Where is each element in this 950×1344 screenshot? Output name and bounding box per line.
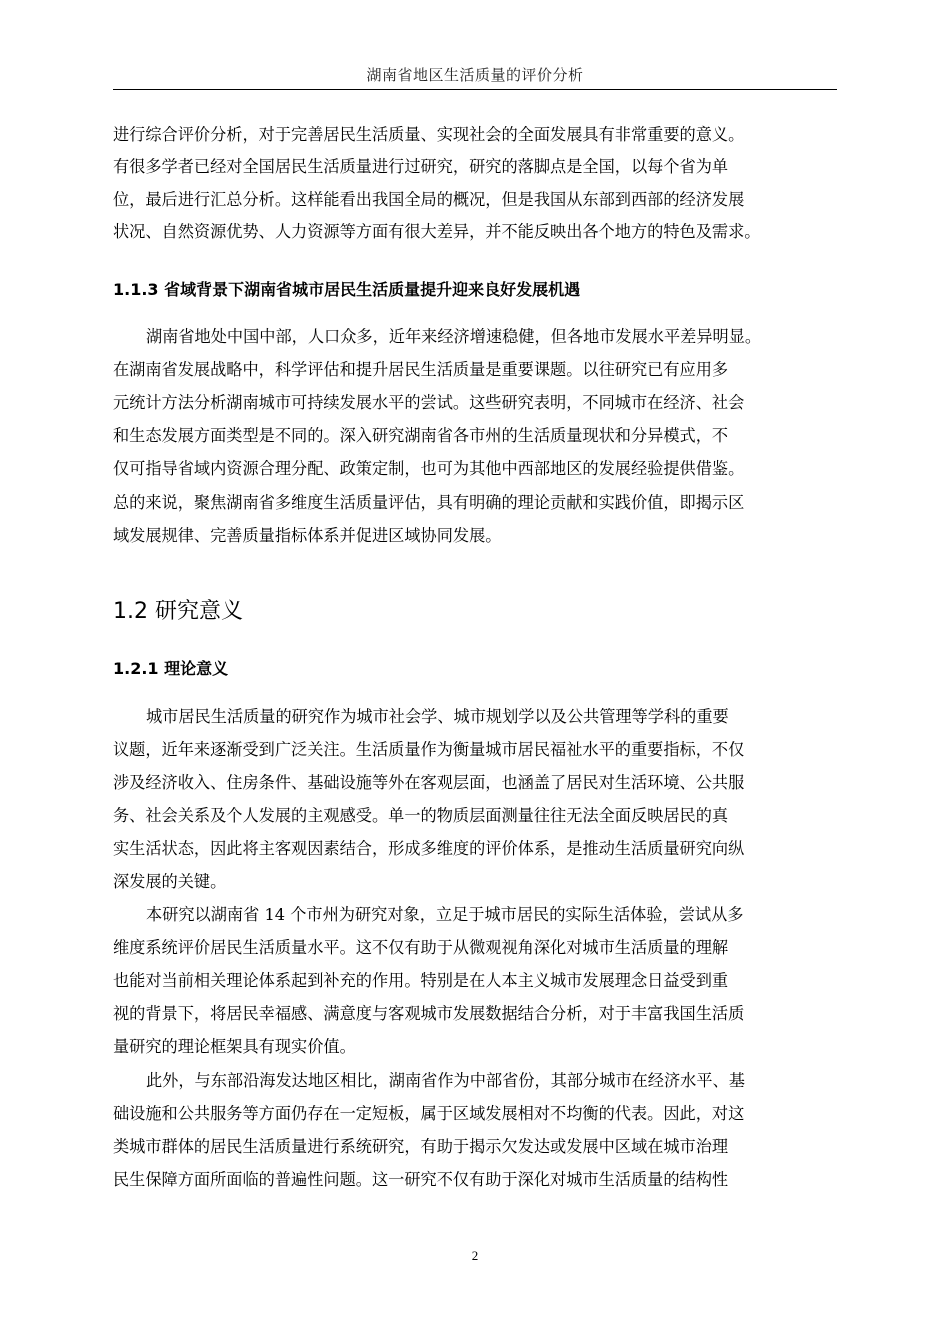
section-heading-1-1-3: 1.1.3 省域背景下湖南省城市居民生活质量提升迎来良好发展机遇 bbox=[113, 280, 581, 299]
paragraph-line: 总的来说，聚焦湖南省多维度生活质量评估，具有明确的理论贡献和实践价值，即揭示区 bbox=[113, 493, 745, 512]
paragraph-line: 在湖南省发展战略中，科学评估和提升居民生活质量是重要课题。以往研究已有应用多 bbox=[113, 360, 729, 379]
paragraph-line: 类城市群体的居民生活质量进行系统研究，有助于揭示欠发达或发展中区域在城市治理 bbox=[113, 1137, 729, 1156]
paragraph-line: 务、社会关系及个人发展的主观感受。单一的物质层面测量往往无法全面反映居民的真 bbox=[113, 806, 729, 825]
page-number: 2 bbox=[471, 1248, 479, 1263]
paragraph-line: 有很多学者已经对全国居民生活质量进行过研究，研究的落脚点是全国，以每个省为单 bbox=[113, 157, 729, 176]
paragraph-line: 视的背景下，将居民幸福感、满意度与客观城市发展数据结合分析，对于丰富我国生活质 bbox=[113, 1004, 745, 1023]
paragraph-line: 域发展规律、完善质量指标体系并促进区域协同发展。 bbox=[113, 526, 502, 545]
paragraph-line: 也能对当前相关理论体系起到补充的作用。特别是在人本主义城市发展理念日益受到重 bbox=[113, 971, 729, 990]
running-header: 湖南省地区生活质量的评价分析 bbox=[366, 66, 584, 84]
paragraph-line: 量研究的理论框架具有现实价值。 bbox=[113, 1037, 356, 1056]
paragraph-line: 本研究以湖南省 14 个市州为研究对象，立足于城市居民的实际生活体验，尝试从多 bbox=[146, 905, 744, 924]
paragraph-line: 和生态发展方面类型是不同的。深入研究湖南省各市州的生活质量现状和分异模式，不 bbox=[113, 426, 729, 445]
section-heading-1-2: 1.2 研究意义 bbox=[113, 599, 243, 624]
paragraph-line: 状况、自然资源优势、人力资源等方面有很大差异，并不能反映出各个地方的特色及需求。 bbox=[113, 222, 761, 241]
paragraph-line: 深发展的关键。 bbox=[113, 872, 227, 891]
paragraph-line: 进行综合评价分析，对于完善居民生活质量、实现社会的全面发展具有非常重要的意义。 bbox=[113, 125, 745, 144]
paragraph-line: 民生保障方面所面临的普遍性问题。这一研究不仅有助于深化对城市生活质量的结构性 bbox=[113, 1170, 729, 1189]
header-rule bbox=[113, 89, 837, 90]
paragraph-line: 涉及经济收入、住房条件、基础设施等外在客观层面，也涵盖了居民对生活环境、公共服 bbox=[113, 773, 745, 792]
section-heading-1-2-1: 1.2.1 理论意义 bbox=[113, 659, 229, 678]
paragraph-line: 议题，近年来逐渐受到广泛关注。生活质量作为衡量城市居民福祉水平的重要指标，不仅 bbox=[113, 740, 745, 759]
paragraph-line: 仅可指导省域内资源合理分配、政策定制，也可为其他中西部地区的发展经验提供借鉴。 bbox=[113, 459, 745, 478]
paragraph-line: 此外，与东部沿海发达地区相比，湖南省作为中部省份，其部分城市在经济水平、基 bbox=[146, 1071, 745, 1090]
paragraph-line: 位，最后进行汇总分析。这样能看出我国全局的概况，但是我国从东部到西部的经济发展 bbox=[113, 190, 745, 209]
paragraph-line: 础设施和公共服务等方面仍存在一定短板，属于区域发展相对不均衡的代表。因此，对这 bbox=[113, 1104, 745, 1123]
paragraph-line: 湖南省地处中国中部，人口众多，近年来经济增速稳健，但各地市发展水平差异明显。 bbox=[146, 327, 762, 346]
paragraph-line: 实生活状态，因此将主客观因素结合，形成多维度的评价体系，是推动生活质量研究向纵 bbox=[113, 839, 745, 858]
paragraph-line: 维度系统评价居民生活质量水平。这不仅有助于从微观视角深化对城市生活质量的理解 bbox=[113, 938, 729, 957]
paragraph-line: 元统计方法分析湖南城市可持续发展水平的尝试。这些研究表明，不同城市在经济、社会 bbox=[113, 393, 745, 412]
paragraph-line: 城市居民生活质量的研究作为城市社会学、城市规划学以及公共管理等学科的重要 bbox=[146, 707, 729, 726]
